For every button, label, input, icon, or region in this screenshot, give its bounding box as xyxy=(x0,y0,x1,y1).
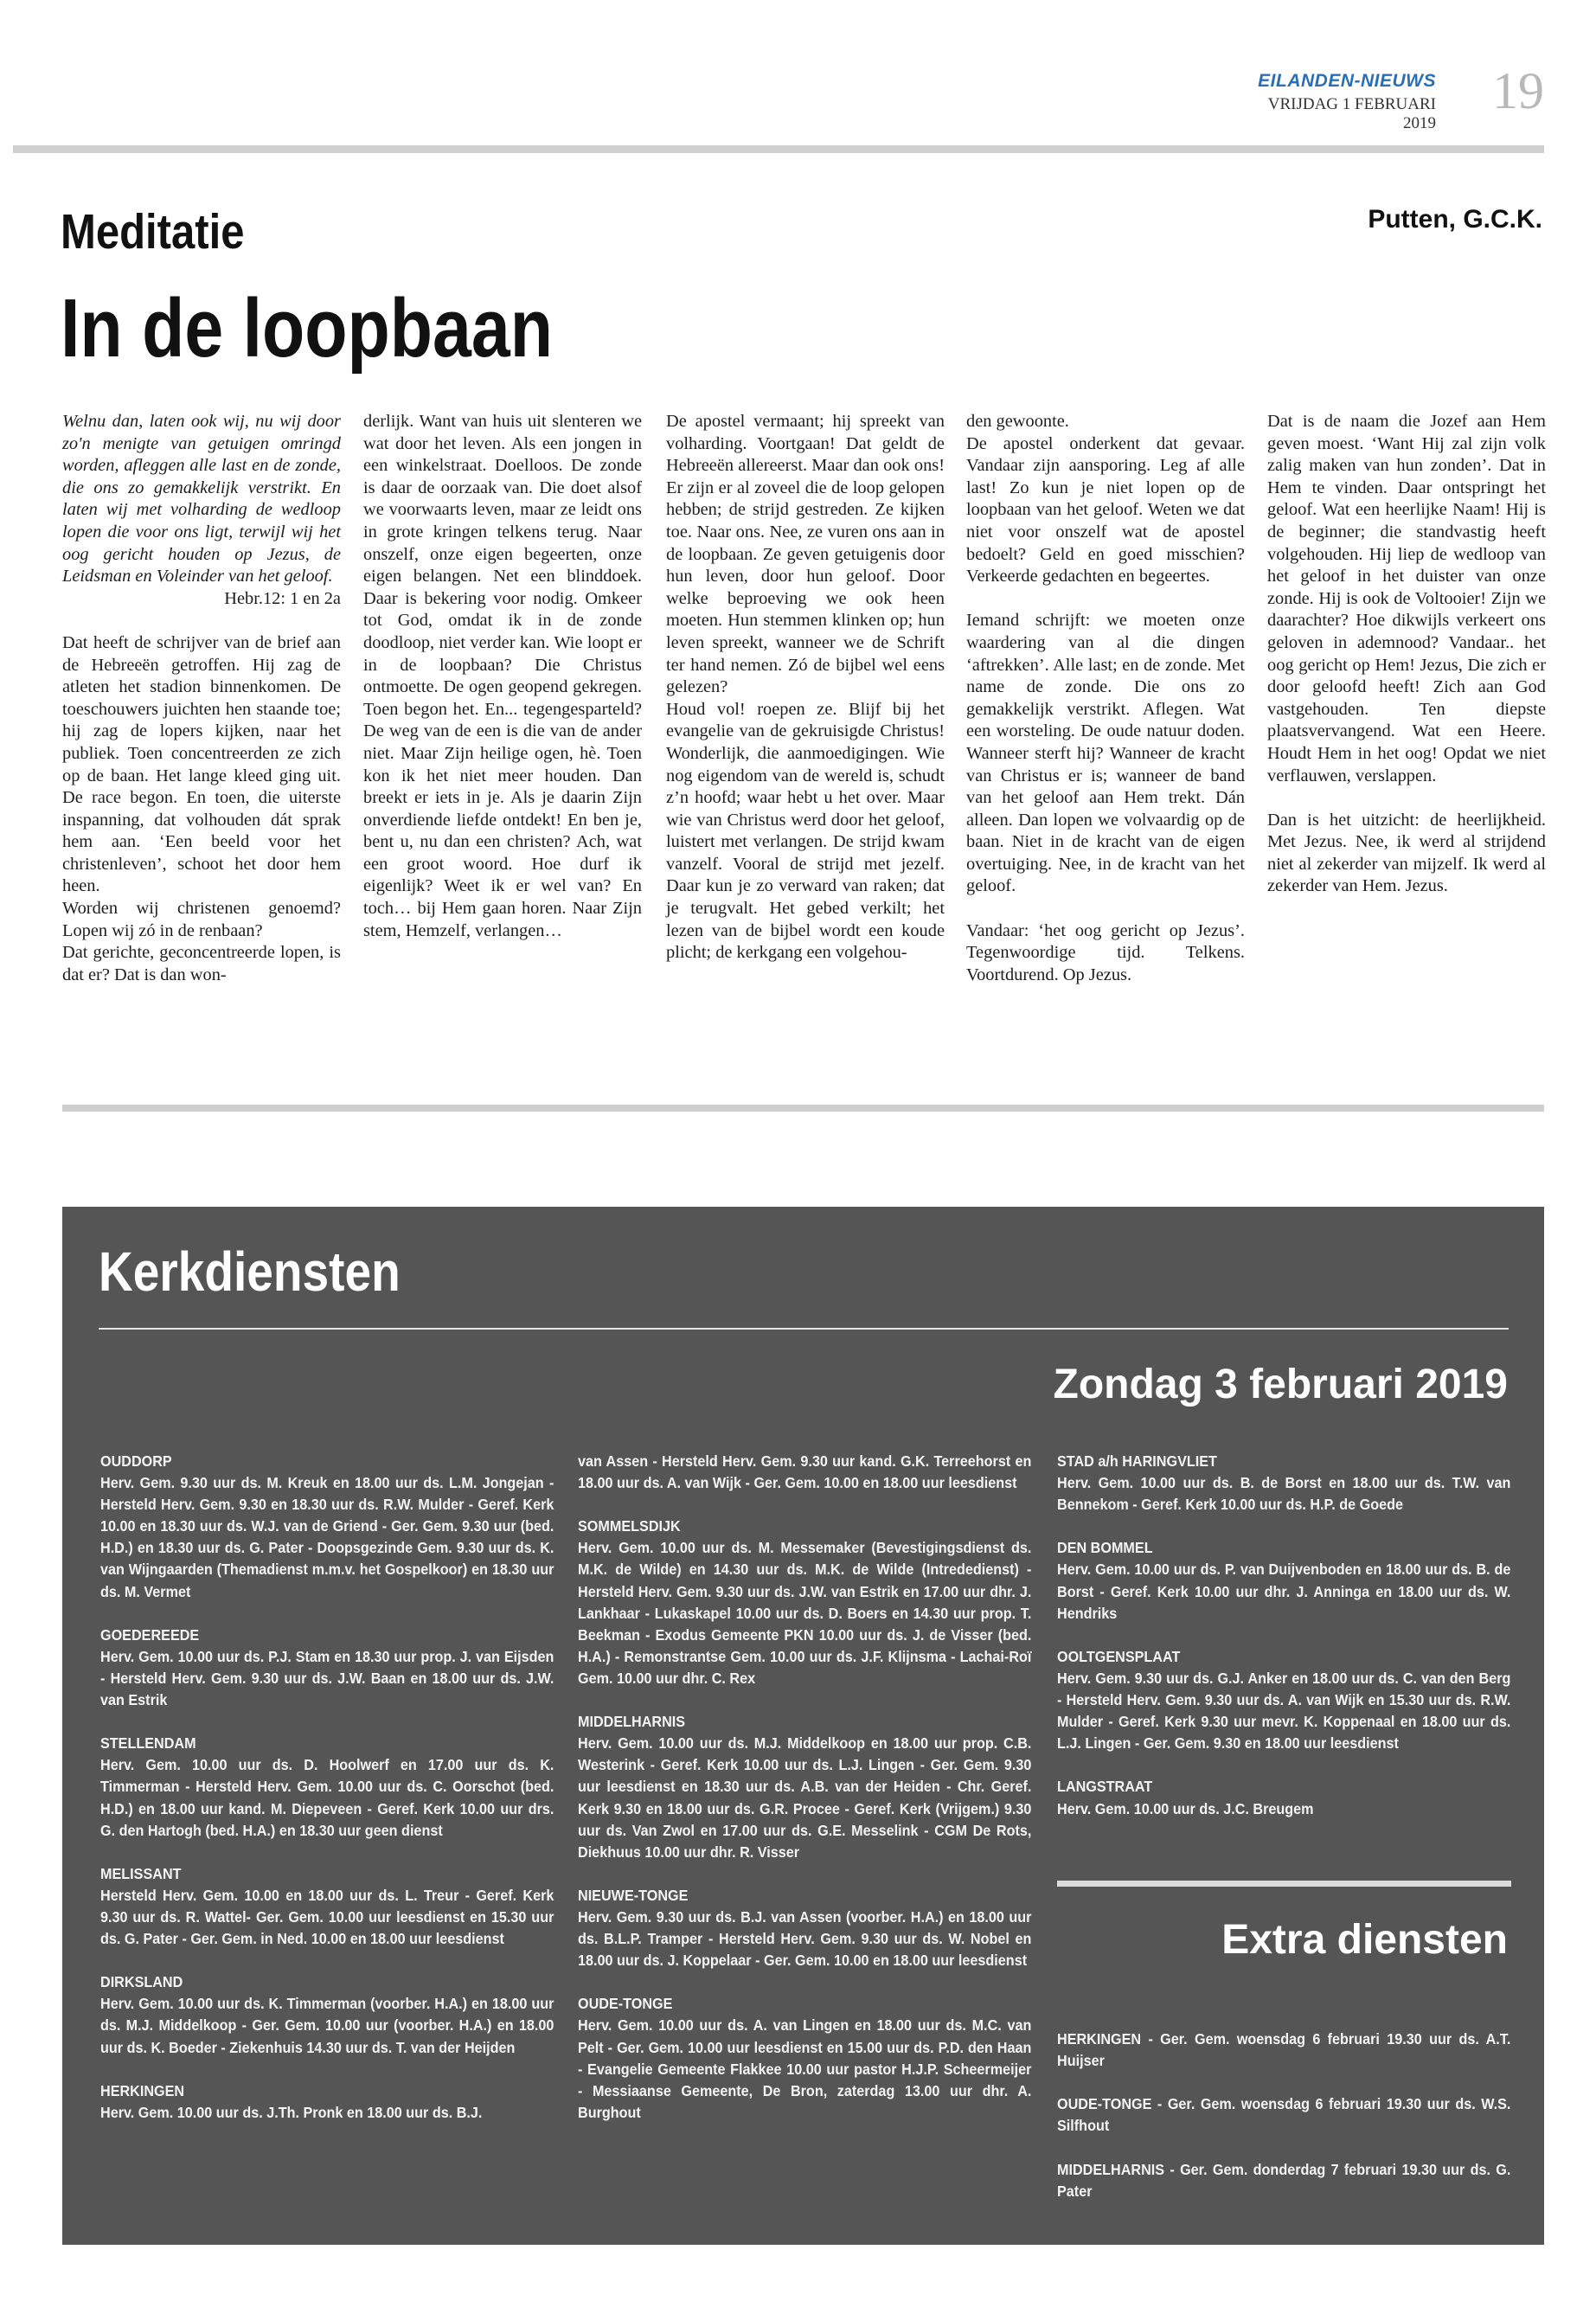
masthead xyxy=(1237,71,1436,133)
page-number: 19 xyxy=(1492,62,1544,119)
service-details: Herv. Gem. 9.30 uur ds. M. Kreuk en 18.00 uur ds. L.M. Jongejan - Hersteld Herv. Gem. 9.30 en 18.30 uur ds. R.W. Mulder - Geref. Kerk 10.00 en 18.30 uur ds. W.J. van de Griend - Ger. Gem. 9.30 uur (bed. H.D.) en 18.30 uur ds. G. Pater - Doopsgezinde Gem. 9.30 uur ds. K. van Wijngaarden (Themadienst m.m.v. het Gospelkoor) en 18.30 uur ds. M. Vermet xyxy=(100,1474,554,1600)
service-block xyxy=(1057,1646,1510,1754)
service-details: Herv. Gem. 10.00 uur ds. J.Th. Pronk en 18.00 uur ds. B.J. xyxy=(100,2103,483,2121)
article-paragraph: De apostel vermaant; hij spreekt van volharding. Voortgaan! Dat geldt de Hebreeën allereerst. Maar dan ook ons! Er zijn er al zoveel die de loop gelopen hebben; de strijd gestreden. Ze kijken toe. Naar ons. Nee, ze vuren ons aan in de loopbaan. Ze geven getuigenis door hun leven, door hun geloof. Door welke beproeving we ook heen moeten. Hun stemmen klinken op; hun leven spreekt, wanneer we de Schrift ter hand nemen. Zó de bijbel wel eens gelezen? xyxy=(666,412,945,697)
article-paragraph: Vandaar: ‘het oog gericht op Jezus’. Tegenwoordige tijd. Telkens. Voortdurend. Op Jezus. xyxy=(966,920,1245,984)
service-block xyxy=(578,1516,1031,1689)
issue-date: VRIJDAG 1 FEBRUARI 2019 xyxy=(1267,95,1436,132)
place-name: MELISSANT xyxy=(100,1864,182,1882)
article-paragraph: Dat is de naam die Jozef aan Hem geven moest. ‘Want Hij zal zijn volk zalig maken van hun zonden’. Dat in Hem te vinden. Daar ontspringt het geloof. Wat een heerlijke Naam! Hij is de beginner; die standvastig heeft volgehouden. Hij liep de wedloop van het geloof in het duister van onze zonde. Hij is ook de Voltooier! Zijn we daarachter? Hoe dikwijls verkeert ons geloven in ademnood? Vandaar.. het oog gericht op Hem! Jezus, Die zich er door geloofd heeft! Zich aan God vastgehouden. Ten diepste plaatsvervangend. Wat een Heere. Houdt Hem in het oog! Opdat we niet verflauwen, verslappen. xyxy=(1267,412,1546,785)
scripture-reference: Hebr.12: 1 en 2a xyxy=(224,588,341,608)
extra-service-item: HERKINGEN - Ger. Gem. woensdag 6 februari 19.30 uur ds. A.T. Huijser xyxy=(1057,2030,1511,2070)
service-block xyxy=(100,1625,554,1711)
services-column-2 xyxy=(578,1451,1031,2124)
place-name: GOEDEREEDE xyxy=(100,1625,200,1644)
service-block xyxy=(100,1863,554,1950)
article-column-3 xyxy=(666,411,945,965)
service-block xyxy=(1057,1537,1510,1624)
article-paragraph: Dan is het uitzicht: de heerlijkheid. Met Jezus. Nee, ik werd al strijdend niet al zekerder van mijzelf. Ik werd al zekerder van Hem. Jezus. xyxy=(1267,810,1546,896)
article-paragraph: den gewoonte. xyxy=(966,412,1069,431)
services-column-3 xyxy=(1057,1451,1510,1820)
place-name: MIDDELHARNIS xyxy=(578,1713,686,1731)
place-name: OUDE-TONGE xyxy=(578,1995,673,2013)
article-paragraph: Worden wij christenen genoemd? Lopen wij zó in de renbaan? xyxy=(62,899,341,940)
service-block xyxy=(578,1885,1031,1971)
service-details: Herv. Gem. 10.00 uur ds. J.C. Breugem xyxy=(1057,1799,1314,1817)
section-divider xyxy=(62,1105,1544,1112)
article-paragraph: Dat heeft de schrijver van de brief aan de Hebreeën getroffen. Hij zag de atleten het stadion binnenkomen. De toeschouwers juichten hen staande toe; hij zag de lopers kijken, naar het publiek. Toen concentreerden ze zich op de baan. Het lange kleed ging uit. De race begon. En toen, die uiterste inspanning, dat volhouden dát sprak hem aan. ‘Een beeld voor het christenleven’, schoot het door hem heen. xyxy=(62,632,341,896)
extra-service-item: OUDE-TONGE - Ger. Gem. woensdag 6 februari 19.30 uur ds. W.S. Silfhout xyxy=(1057,2095,1511,2135)
extra-service-item: MIDDELHARNIS - Ger. Gem. donderdag 7 februari 19.30 uur ds. G. Pater xyxy=(1057,2160,1511,2200)
service-block xyxy=(100,1733,554,1841)
place-name: OUDDORP xyxy=(100,1452,172,1470)
place-name: LANGSTRAAT xyxy=(1057,1778,1153,1796)
extra-diensten-list xyxy=(1057,2029,1510,2224)
service-date-heading: Zondag 3 februari 2019 xyxy=(1053,1362,1508,1407)
place-name: NIEUWE-TONGE xyxy=(578,1886,689,1904)
article-headline: In de loopbaan xyxy=(61,282,553,375)
article-column-4 xyxy=(966,411,1245,986)
section-label: Meditatie xyxy=(61,204,245,260)
service-block xyxy=(100,1451,554,1603)
article-column-1 xyxy=(62,411,341,986)
newspaper-logo: EILANDEN-NIEUWS xyxy=(1258,71,1436,91)
place-name: DIRKSLAND xyxy=(100,1973,183,1991)
header-divider xyxy=(13,145,1544,153)
service-details: Herv. Gem. 10.00 uur ds. D. Hoolwerf en 17.00 uur ds. K. Timmerman - Hersteld Herv. Gem. 10.00 uur ds. C. Oorschot (bed. H.D.) en 18.00 uur kand. M. Diepeveen - Geref. Kerk 10.00 uur drs. G. den Hartogh (bed. H.A.) en 18.30 uur geen dienst xyxy=(100,1756,554,1839)
service-details: Herv. Gem. 10.00 uur ds. P.J. Stam en 18.30 uur prop. J. van Eijsden - Hersteld Herv. Gem. 9.30 uur ds. J.W. Baan en 18.00 uur ds. J.W. van Estrik xyxy=(100,1647,554,1709)
service-details: Herv. Gem. 10.00 uur ds. M. Messemaker (Bevestigingsdienst ds. M.K. de Wilde) en 14.30 uur ds. M.K. de Wilde (Intrededienst) - Hersteld Herv. Gem. 9.30 uur ds. J.W. van Estrik en 17.00 uur dhr. J. Lankhaar - Lukaskapel 10.00 uur ds. D. Boers en 14.30 uur prop. T. Beekman - Exodus Gemeente PKN 10.00 uur ds. J. de Visser (bed. H.A.) - Remonstrantse Gem. 10.00 uur ds. J.F. Klijnsma - Lachai-Roï Gem. 10.00 uur dhr. C. Rex xyxy=(578,1539,1032,1687)
place-name: STELLENDAM xyxy=(100,1734,196,1753)
service-block xyxy=(578,1993,1031,2124)
article-paragraph: derlijk. Want van huis uit slenteren we wat door het leven. Als een jongen in een winkelstraat. Doelloos. De zonde is daar de oorzaak van. Die doet alsof we voorwaarts leven, maar ze leidt ons in grote kringen telkens terug. Naar onszelf, onze eigen begeerten, onze eigen belangen. Net een blinddoek. Daar is bekering voor nodig. Omkeer tot God, omdat ik in de zonde doodloop, niet verder kan. Wie loopt er in de loopbaan? Die Christus ontmoette. De ogen geopend gekregen. Toen begon het. En... tegengesparteld? De weg van de een is die van de ander niet. Maar Zijn heilige ogen, hè. Toen kon ik het niet meer houden. Dan breekt er iets in je. Als je daarin Zijn onverdiende liefde ontdekt! En ben je, bent u, nu dan een christen? Ach, wat een groot woord. Hoe durf ik eigenlijk? Weet ik er wel van? En toch… bij Hem gaan horen. Naar Zijn stem, Hemzelf, verlangen… xyxy=(363,412,642,940)
article-paragraph: Iemand schrijft: we moeten onze waardering van al die dingen ‘aftrekken’. Alle last; en de zonde. Met name de zonde. Die ons zo gemakkelijk verstrikt. Aflegen. Wat een worsteling. De oude natuur doden. Wanneer sterft hij? Wanneer de kracht van Christus er is; wanneer de band van het geloof aan Hem trekt. Dán alleen. Dan lopen we volvaardig op de baan. Niet in de kracht van de eigen overtuiging. Nee, in de kracht van het geloof. xyxy=(966,611,1245,896)
kerkdiensten-rule xyxy=(99,1328,1509,1330)
article-paragraph: Dat gerichte, geconcentreerde lopen, is dat er? Dat is dan won- xyxy=(62,943,341,984)
extra-diensten-title: Extra diensten xyxy=(1221,1917,1508,1963)
service-details: Herv. Gem. 9.30 uur ds. G.J. Anker en 18.00 uur ds. C. van den Berg - Hersteld Herv. Gem. 9.30 uur ds. A. van Wijk en 15.30 uur ds. R.W. Mulder - Geref. Kerk 9.30 uur mevr. K. Koppenaal en 18.00 uur ds. L.J. Lingen - Ger. Gem. 9.30 en 18.00 uur leesdienst xyxy=(1057,1669,1511,1753)
article-paragraph: De apostel onderkent dat gevaar. Vandaar zijn aansporing. Leg af alle last! Zo kun je niet lopen op de loopbaan van het geloof. Weten we dat niet voor onszelf wat de apostel bedoelt? Geld en goed misschien? Verkeerde gedachten en begeertes. xyxy=(966,433,1245,586)
service-block xyxy=(578,1451,1031,1494)
scripture-quote: Welnu dan, laten ook wij, nu wij door zo'n menigte van getuigen omringd worden, afleggen alle last en de zonde, die ons zo gemakkelijk verstrikt. En laten wij met volharding de wedloop lopen die voor ons ligt, terwijl wij het oog gericht houden op Jezus, de Leidsman en Voleinder van het geloof. xyxy=(62,412,341,586)
service-details: Herv. Gem. 10.00 uur ds. M.J. Middelkoop en 18.00 uur prop. C.B. Westerink - Geref. Kerk 10.00 uur ds. L.J. Lingen - Ger. Gem. 9.30 uur leesdienst en 18.30 uur ds. A.B. van der Heiden - Chr. Geref. Kerk 9.30 en 18.00 uur ds. G.R. Procee - Geref. Kerk (Vrijgem.) 9.30 uur ds. Van Zwol en 17.00 uur ds. G.E. Messelink - CGM De Rots, Diekhuus 10.00 uur dhr. R. Visser xyxy=(578,1734,1032,1861)
service-details: Herv. Gem. 10.00 uur ds. K. Timmerman (voorber. H.A.) en 18.00 uur ds. M.J. Middelkoop - Ger. Gem. 10.00 uur (voorber. H.A.) en 18.00 uur ds. K. Boeder - Ziekenhuis 14.30 uur ds. T. van der Heijden xyxy=(100,1995,554,2056)
article-paragraph: Houd vol! roepen ze. Blijf bij het evangelie van de gekruisigde Christus! Wonderlijk, die aanmoedigingen. Wie nog eigendom van de wereld is, schudt z’n hoofd; waar hebt u het over. Maar wie van Christus werd door het geloof, luistert met verlangen. De strijd kwam vanzelf. Vooral de strijd met jezelf. Daar kun je zo verward van raken; dat je terugvalt. Het gebed verkilt; het lezen van de bijbel wordt een koude plicht; de kerkgang een volgehou- xyxy=(666,699,945,963)
service-block xyxy=(100,2080,554,2124)
article-column-5 xyxy=(1267,411,1546,898)
kerkdiensten-title: Kerkdiensten xyxy=(99,1240,401,1303)
service-details: Herv. Gem. 10.00 uur ds. B. de Borst en 18.00 uur ds. T.W. van Bennekom - Geref. Kerk 10.00 uur ds. H.P. de Goede xyxy=(1057,1474,1511,1514)
service-block xyxy=(578,1711,1031,1863)
place-name: SOMMELSDIJK xyxy=(578,1517,681,1535)
article-column-2 xyxy=(363,411,642,942)
byline: Putten, G.C.K. xyxy=(1368,205,1542,234)
service-details: Herv. Gem. 10.00 uur ds. P. van Duijvenboden en 18.00 uur ds. B. de Borst - Geref. Kerk 10.00 uur dhr. J. Anninga en 18.00 uur ds. W. Hendriks xyxy=(1057,1561,1511,1622)
extra-diensten-rule xyxy=(1057,1881,1511,1887)
service-details: Herv. Gem. 10.00 uur ds. A. van Lingen en 18.00 uur ds. M.C. van Pelt - Ger. Gem. 10.00 uur leesdienst en 15.00 uur ds. P.D. den Haan - Evangelie Gemeente Flakkee 10.00 uur pastor H.J.P. Scheermeijer - Messiaanse Gemeente, De Bron, zaterdag 13.00 uur dhr. A. Burghout xyxy=(578,2016,1032,2121)
place-name: STAD a/h HARINGVLIET xyxy=(1057,1452,1217,1470)
kerkdiensten-panel xyxy=(62,1207,1544,2245)
place-name: OOLTGENSPLAAT xyxy=(1057,1647,1181,1665)
service-details: Herv. Gem. 9.30 uur ds. B.J. van Assen (voorber. H.A.) en 18.00 uur ds. B.L.P. Tramper - Hersteld Herv. Gem. 9.30 uur ds. W. Nobel en 18.00 uur ds. J. Koppelaar - Ger. Gem. 10.00 en 18.00 uur leesdienst xyxy=(578,1907,1032,1970)
place-name: HERKINGEN xyxy=(100,2081,185,2099)
service-details: Hersteld Herv. Gem. 10.00 en 18.00 uur ds. L. Treur - Geref. Kerk 9.30 uur ds. R. Wattel- Ger. Gem. 10.00 uur leesdienst en 15.30 uur ds. G. Pater - Ger. Gem. in Ned. 10.00 en 18.00 uur leesdienst xyxy=(100,1886,554,1948)
service-details: van Assen - Hersteld Herv. Gem. 9.30 uur kand. G.K. Terreehorst en 18.00 uur ds. A. van Wijk - Ger. Gem. 10.00 en 18.00 uur leesdienst xyxy=(578,1452,1032,1492)
services-column-1 xyxy=(100,1451,554,2124)
place-name: DEN BOMMEL xyxy=(1057,1539,1153,1557)
service-block xyxy=(1057,1776,1510,1819)
service-block xyxy=(100,1971,554,2058)
service-block xyxy=(1057,1451,1510,1516)
